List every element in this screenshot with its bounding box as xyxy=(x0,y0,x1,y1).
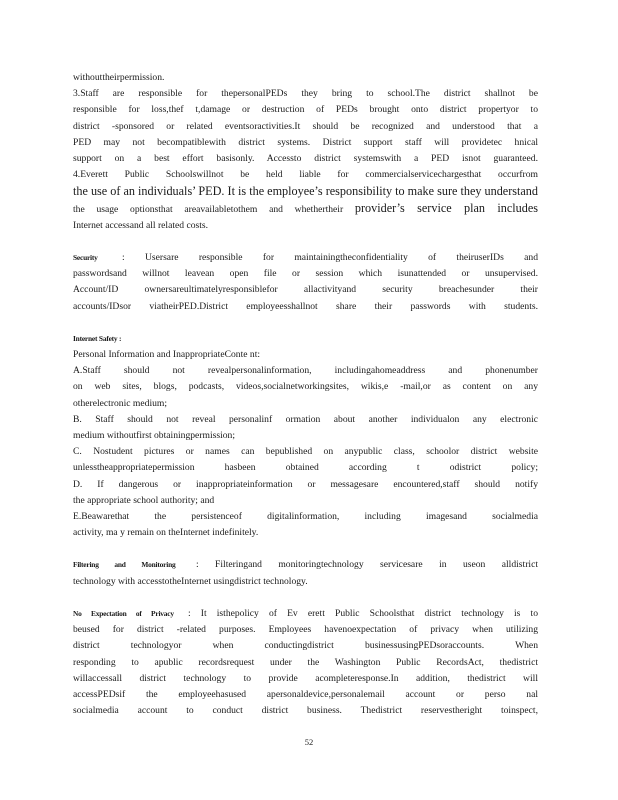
text-line: A.Staff should not revealpersonalinformation, includingahomeaddress and phonenumber xyxy=(73,365,538,377)
text-line: the appropriate school authority; and xyxy=(73,494,215,506)
text-line: technology with accesstotheInternet usingdistrict technology. xyxy=(73,575,308,587)
text-line-large: the use of an individuals’ PED. It is the employee’s responsibility to make sure they understand xyxy=(73,184,538,199)
text-line: Internet accessand all related costs. xyxy=(73,219,209,231)
text-line: responding to apublic recordsrequest under the Washington Public RecordsAct, thedistrict xyxy=(73,656,538,668)
privacy-first-line xyxy=(73,606,538,622)
security-first-line xyxy=(73,250,538,266)
text-line: willaccessall district technology to provide acompleteresponse.In addition, thedistrict will xyxy=(73,672,538,684)
text-line: Personal Information and InappropriateConte nt: xyxy=(73,349,261,361)
text-line: accounts/IDsor viatheirPED.District employeesshallnot share their passwords with students. xyxy=(73,300,538,312)
text-line: otherelectronic medium; xyxy=(73,397,168,409)
text-line: 4.Everett Public Schoolswillnot be held liable for commercialservicechargesthat occurfrom xyxy=(73,169,538,181)
text-line: district technologyor when conductingdistrict businessusingPEDsoraccounts. When xyxy=(73,640,538,652)
page-number: 52 xyxy=(304,737,314,747)
text-line: withouttheirpermission. xyxy=(73,72,165,83)
text-line: 3.Staff are responsible for thepersonalPEDs they bring to school.The district shallnot be xyxy=(73,88,538,100)
text-line: PED may not becompatiblewith district systems. District support staff will providetec hnical xyxy=(73,136,538,148)
text-line: unlesstheappropriatepermission hasbeen obtained according t odistrict policy; xyxy=(73,462,538,474)
internet-safety-heading: Internet Safety : xyxy=(73,333,122,343)
text-line: on web sites, blogs, podcasts, videos,socialnetworkingsites, wikis,e -mail,or as content on any xyxy=(73,381,538,393)
filtering-first-line xyxy=(73,557,538,573)
paragraph-gap xyxy=(73,590,538,606)
paragraph-gap xyxy=(73,541,538,557)
mixed-large-text: provider’s service plan includes xyxy=(354,200,538,215)
text-line: beused for district -related purposes. Employees havenoexpectation of privacy when utilizing xyxy=(73,624,538,636)
paragraph-gap xyxy=(73,315,538,331)
paragraph-gap xyxy=(73,234,538,250)
text-line: Account/ID ownersareultimatelyresponsiblefor allactivityand security breachesunder their xyxy=(73,284,538,296)
privacy-text: : It isthepolicy of Ev erett Public Schoolsthat district technology is to xyxy=(188,607,538,619)
privacy-heading: No Expectation of Privacy xyxy=(73,608,174,618)
security-heading: Security xyxy=(73,253,98,263)
text-line: medium withoutfirst obtainingpermission; xyxy=(73,430,236,442)
filtering-heading: Filtering and Monitoring xyxy=(73,560,176,570)
text-line: activity, ma y remain on theInternet indefinitely. xyxy=(73,527,259,539)
internet-safety-heading-line xyxy=(73,331,538,347)
text-line: socialmedia account to conduct district business. Thedistrict reservestheright toinspect, xyxy=(73,705,538,717)
text-line: responsible for loss,thef t,damage or destruction of PEDs brought onto district propertyor to xyxy=(73,104,538,116)
filtering-text: : Filteringand monitoringtechnology servicesare in useon alldistrict xyxy=(195,559,538,571)
security-text: : Usersare responsible for maintainingtheconfidentiality of theiruserIDs and xyxy=(121,252,538,264)
text-line: passwordsand willnot leavean open file or session which isunattended or unsupervised. xyxy=(73,268,538,280)
text-line: E.Beawarethat the persistenceof digitalinformation, including imagesand socialmedia xyxy=(73,511,538,523)
text-line: C. Nostudent pictures or names can bepublished on anypublic class, schoolor district website xyxy=(73,446,538,458)
mixed-small-text: the usage optionsthat areavailabletothem and whethertheir xyxy=(73,203,344,215)
text-line: district -sponsored or related eventsoractivities.It should be recognized and understood that a xyxy=(73,120,538,132)
text-line: B. Staff should not reveal personalinf ormation about another individualon any electronic xyxy=(73,413,538,425)
text-line: support on a best effort basisonly. Accessto district systemswith a PED isnot guaranteed. xyxy=(73,153,538,165)
text-line-mixed xyxy=(73,200,538,218)
document-page xyxy=(73,70,538,719)
text-line: accessPEDsif the employeehasused apersonaldevice,personalemail account or perso nal xyxy=(73,688,538,700)
text-line: D. If dangerous or inappropriateinformation or messagesare encountered,staff should notify xyxy=(73,478,538,490)
